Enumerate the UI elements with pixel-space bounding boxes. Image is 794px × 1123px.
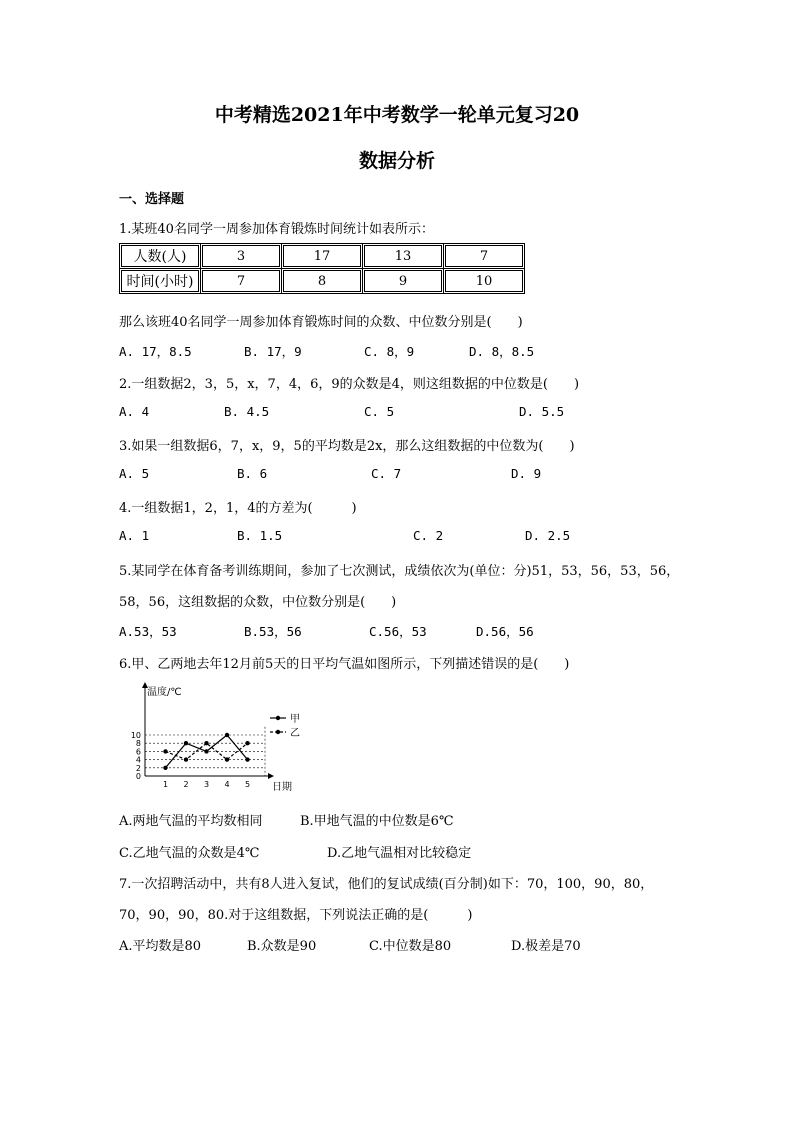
x-axis-label: 日期	[272, 782, 292, 793]
temperature-line-chart	[120, 680, 320, 798]
q5-stem-line1: 5.某同学在体育备考训练期间，参加了七次测试，成绩依次为(单位：分)51，53，56，53，56，	[119, 564, 680, 579]
option-b[interactable]: B.53，56	[244, 624, 302, 639]
y-axis-label: 温度/℃	[147, 687, 182, 698]
option-c[interactable]: C.56，53	[369, 624, 427, 639]
data-point	[184, 741, 188, 745]
option-d[interactable]: D. 8，8.5	[469, 344, 535, 359]
data-point	[245, 741, 249, 745]
q2-stem: 2.一组数据2，3，5，x，7，4，6，9的众数是4，则这组数据的中位数是( )	[119, 377, 580, 392]
x-tick-label: 5	[244, 780, 251, 789]
chart-series	[163, 733, 249, 770]
data-point	[184, 757, 188, 761]
table-cell: 7	[444, 244, 525, 269]
option-c[interactable]: C. 5	[364, 404, 395, 419]
option-d[interactable]: D. 5.5	[519, 404, 565, 419]
option-d[interactable]: D. 9	[511, 466, 542, 481]
x-tick-label: 4	[224, 780, 230, 789]
option-c[interactable]: C. 8，9	[364, 344, 415, 359]
q1-stem: 1.某班40名同学一周参加体育锻炼时间统计如表所示：	[119, 222, 434, 237]
option-b[interactable]: B. 1.5	[237, 528, 283, 543]
option-d[interactable]: D.乙地气温相对比较稳定	[327, 846, 472, 861]
option-c[interactable]: C. 2	[413, 528, 444, 543]
legend-label: 乙	[290, 728, 300, 739]
table-cell: 10	[444, 269, 525, 294]
q5-stem-line2: 58，56，这组数据的众数，中位数分别是( )	[119, 595, 397, 610]
q7-stem-line1: 7.一次招聘活动中，共有8人进入复试，他们的复试成绩(百分制)如下：70，100，90，80，	[119, 877, 654, 892]
chart-legend	[270, 713, 300, 739]
option-c[interactable]: C.乙地气温的众数是4℃	[119, 846, 260, 861]
y-tick-label: 2	[135, 763, 141, 773]
legend-marker	[276, 730, 280, 734]
table-cell: 17	[282, 244, 363, 269]
section-heading: 一、选择题	[119, 192, 185, 207]
table-cell: 3	[201, 244, 282, 269]
q7-stem-line2: 70，90，90，80.对于这组数据，下列说法正确的是( )	[119, 908, 473, 923]
table-cell: 7	[201, 269, 282, 294]
q1-table	[119, 243, 525, 294]
q1-question: 那么该班40名同学一周参加体育锻炼时间的众数、中位数分别是( )	[119, 315, 523, 330]
y-tick-label: 8	[135, 739, 141, 749]
q3-stem: 3.如果一组数据6，7，x，9，5的平均数是2x，那么这组数据的中位数为( )	[119, 439, 575, 454]
y-tick-label: 4	[135, 755, 141, 765]
data-point	[204, 741, 208, 745]
option-c[interactable]: C.中位数是80	[369, 939, 452, 954]
table-row	[120, 244, 525, 269]
option-a[interactable]: A. 17，8.5	[119, 344, 192, 359]
y-tick-label: 0	[135, 772, 141, 781]
table-cell: 13	[363, 244, 444, 269]
table-row	[120, 269, 525, 294]
option-b[interactable]: B.甲地气温的中位数是6℃	[300, 814, 454, 829]
chart-ticks	[131, 731, 250, 789]
data-point	[163, 749, 167, 753]
x-axis-arrow	[268, 773, 274, 779]
option-a[interactable]: A.平均数是80	[119, 939, 202, 954]
table-header-cell: 时间(小时)	[120, 269, 201, 294]
option-a[interactable]: A. 4	[119, 404, 150, 419]
legend-marker	[276, 716, 280, 720]
x-tick-label: 3	[203, 780, 210, 789]
option-d[interactable]: D.极差是70	[511, 939, 581, 954]
chart-axes	[142, 682, 292, 793]
table-header-cell: 人数(人)	[120, 244, 201, 269]
y-tick-label: 10	[130, 731, 141, 740]
q4-stem: 4.一组数据1，2，1，4的方差为( )	[119, 501, 357, 516]
data-point	[204, 749, 208, 753]
option-a[interactable]: A.53，53	[119, 624, 177, 639]
option-d[interactable]: D.56，56	[476, 624, 534, 639]
legend-label: 甲	[290, 714, 300, 725]
option-b[interactable]: B.众数是90	[247, 939, 317, 954]
doc-subtitle: 数据分析	[358, 150, 435, 172]
option-b[interactable]: B. 17，9	[244, 344, 302, 359]
data-point	[163, 766, 167, 770]
data-point	[245, 757, 249, 761]
option-b[interactable]: B. 6	[237, 466, 268, 481]
doc-title: 中考精选2021年中考数学一轮单元复习20	[214, 104, 580, 126]
y-tick-label: 6	[135, 747, 141, 757]
data-point	[225, 757, 229, 761]
x-tick-label: 1	[162, 780, 169, 789]
data-point	[225, 733, 229, 737]
table-cell: 8	[282, 269, 363, 294]
option-b[interactable]: B. 4.5	[224, 404, 270, 419]
option-c[interactable]: C. 7	[371, 466, 402, 481]
table-cell: 9	[363, 269, 444, 294]
x-tick-label: 2	[183, 780, 189, 789]
q6-stem: 6.甲、乙两地去年12月前5天的日平均气温如图所示，下列描述错误的是( )	[119, 657, 570, 672]
option-a[interactable]: A.两地气温的平均数相同	[119, 814, 263, 829]
option-a[interactable]: A. 5	[119, 466, 150, 481]
option-a[interactable]: A. 1	[119, 528, 150, 543]
option-d[interactable]: D. 2.5	[525, 528, 571, 543]
